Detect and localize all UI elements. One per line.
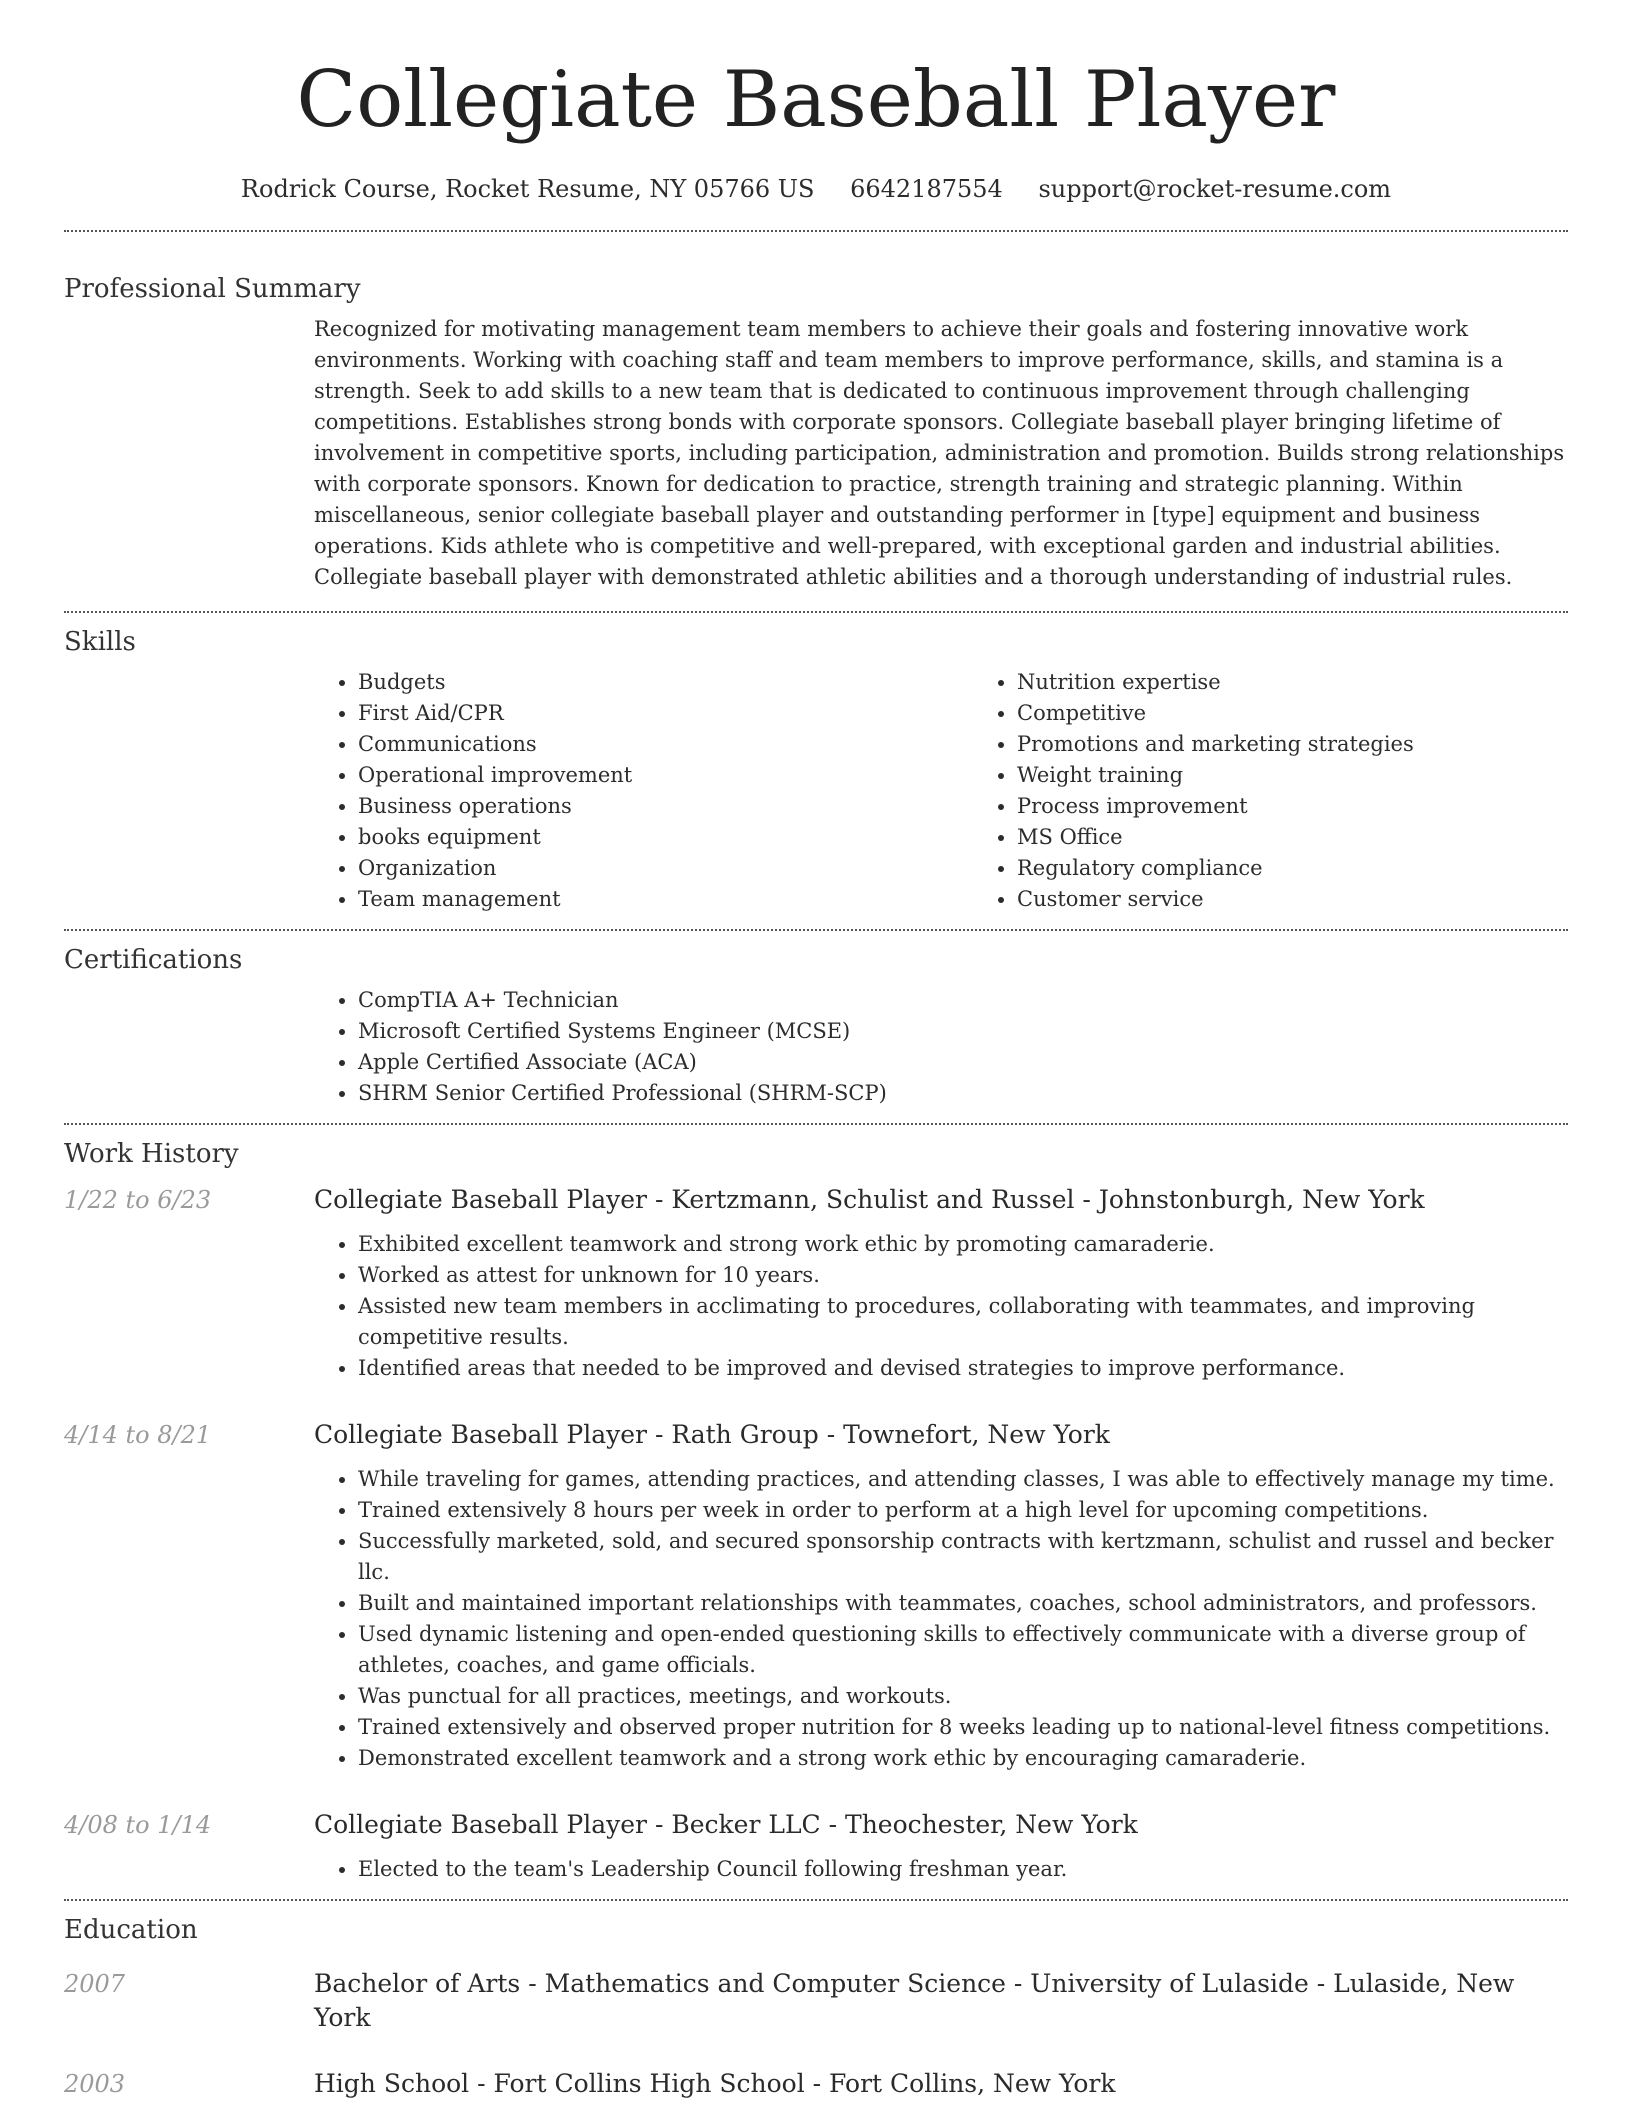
list-item: • Nutrition expertise [1017, 667, 1632, 698]
skills-gutter [64, 667, 314, 915]
job-bullets [314, 1464, 1568, 1774]
work-history-section [64, 1137, 1568, 1885]
section-divider [64, 1123, 1568, 1125]
job-heading: Collegiate Baseball Player - Rath Group - Townefort, New York [314, 1420, 1110, 1449]
contact-email: support@rocket-resume.com [1038, 175, 1392, 203]
education-year: 2007 [64, 1970, 126, 1998]
list-item: • Successfully marketed, sold, and secured sponsorship contracts with kertzmann, schulist and russel and becker llc. [358, 1526, 1568, 1588]
education-entry [64, 1967, 1568, 2035]
list-item: • Regulatory compliance [1017, 853, 1632, 884]
list-item: • Used dynamic listening and open-ended questioning skills to effectively communicate with a diverse group of athletes, coaches, and game officials. [358, 1619, 1568, 1681]
education-heading-line: Bachelor of Arts - Mathematics and Computer Science - University of Lulaside - Lulaside, New York [314, 1969, 1515, 2032]
certifications-list [314, 985, 1568, 1109]
section-divider [64, 230, 1568, 232]
list-item: • Customer service [1017, 884, 1632, 915]
list-item: • Trained extensively 8 hours per week in order to perform at a high level for upcoming competitions. [358, 1495, 1568, 1526]
list-item: • Process improvement [1017, 791, 1632, 822]
list-item: • CompTIA A+ Technician [358, 985, 1568, 1016]
skills-list-left [314, 667, 973, 915]
list-item: • Operational improvement [358, 760, 973, 791]
job-entry [64, 1418, 1568, 1774]
list-item: • Built and maintained important relationships with teammates, coaches, school administrators, and professors. [358, 1588, 1568, 1619]
job-entry [64, 1808, 1568, 1885]
job-dates: 1/22 to 6/23 [64, 1186, 212, 1214]
certifications-section [64, 943, 1568, 1109]
job-bullets [314, 1229, 1568, 1384]
list-item: • SHRM Senior Certified Professional (SHRM-SCP) [358, 1078, 1568, 1109]
list-item: • While traveling for games, attending practices, and attending classes, I was able to effectively manage my time. [358, 1464, 1568, 1495]
job-heading: Collegiate Baseball Player - Becker LLC - Theochester, New York [314, 1810, 1138, 1839]
contact-line [64, 172, 1568, 206]
skills-section [64, 625, 1568, 915]
job-dates: 4/08 to 1/14 [64, 1811, 212, 1839]
list-item: • Assisted new team members in acclimating to procedures, collaborating with teammates, and improving competitive results. [358, 1291, 1568, 1353]
list-item: • Elected to the team's Leadership Council following freshman year. [358, 1854, 1568, 1885]
list-item: • Team management [358, 884, 973, 915]
skills-list-right [973, 667, 1632, 915]
summary-gutter [64, 314, 314, 593]
candidate-name: Collegiate Baseball Player [296, 55, 1336, 145]
education-heading: Education [64, 1915, 198, 1945]
job-entry [64, 1183, 1568, 1384]
contact-phone: 6642187554 [850, 175, 1003, 203]
list-item: • Worked as attest for unknown for 10 years. [358, 1260, 1568, 1291]
contact-address: Rodrick Course, Rocket Resume, NY 05766 US [240, 175, 815, 203]
list-item: • Promotions and marketing strategies [1017, 729, 1632, 760]
section-divider [64, 1899, 1568, 1901]
education-year: 2003 [64, 2070, 126, 2098]
list-item: • Organization [358, 853, 973, 884]
list-item: • MS Office [1017, 822, 1632, 853]
summary-heading: Professional Summary [64, 274, 361, 304]
list-item: • Weight training [1017, 760, 1632, 791]
list-item: • Microsoft Certified Systems Engineer (MCSE) [358, 1016, 1568, 1047]
list-item: • Communications [358, 729, 973, 760]
section-divider [64, 929, 1568, 931]
list-item: • Competitive [1017, 698, 1632, 729]
section-divider [64, 611, 1568, 613]
list-item: • Apple Certified Associate (ACA) [358, 1047, 1568, 1078]
list-item: • First Aid/CPR [358, 698, 973, 729]
list-item: • books equipment [358, 822, 973, 853]
list-item: • Budgets [358, 667, 973, 698]
list-item: • Exhibited excellent teamwork and strong work ethic by promoting camaraderie. [358, 1229, 1568, 1260]
list-item: • Was punctual for all practices, meetings, and workouts. [358, 1681, 1568, 1712]
work-history-heading: Work History [64, 1139, 239, 1169]
education-heading-line: High School - Fort Collins High School - Fort Collins, New York [314, 2069, 1116, 2098]
education-section [64, 1913, 1568, 2101]
certifications-gutter [64, 985, 314, 1109]
list-item: • Trained extensively and observed proper nutrition for 8 weeks leading up to national-level fitness competitions. [358, 1712, 1568, 1743]
summary-section [64, 272, 1568, 593]
skills-heading: Skills [64, 627, 136, 657]
job-heading: Collegiate Baseball Player - Kertzmann, Schulist and Russel - Johnstonburgh, New York [314, 1185, 1425, 1214]
list-item: • Business operations [358, 791, 973, 822]
resume-page [64, 0, 1568, 2101]
summary-text: Recognized for motivating management team members to achieve their goals and fostering innovative work environments. Working with coaching staff and team members to improve performance, skills, and stamina is a strength. Seek to add skills to a new team that is dedicated to continuous improvement through challenging competitions. Establishes strong bonds with corporate sponsors. Collegiate baseball player bringing lifetime of involvement in competitive sports, including participation, administration and promotion. Builds strong relationships with corporate sponsors. Known for dedication to practice, strength training and strategic planning. Within miscellaneous, senior collegiate baseball player and outstanding performer in [type] equipment and business operations. Kids athlete who is competitive and well-prepared, with exceptional garden and industrial abilities. Collegiate baseball player with demonstrated athletic abilities and a thorough understanding of industrial rules. [314, 317, 1565, 589]
list-item: • Demonstrated excellent teamwork and a strong work ethic by encouraging camaraderie. [358, 1743, 1568, 1774]
certifications-heading: Certifications [64, 945, 243, 975]
list-item: • Identified areas that needed to be improved and devised strategies to improve performance. [358, 1353, 1568, 1384]
job-bullets [314, 1854, 1568, 1885]
education-entry [64, 2067, 1568, 2101]
job-dates: 4/14 to 8/21 [64, 1421, 212, 1449]
